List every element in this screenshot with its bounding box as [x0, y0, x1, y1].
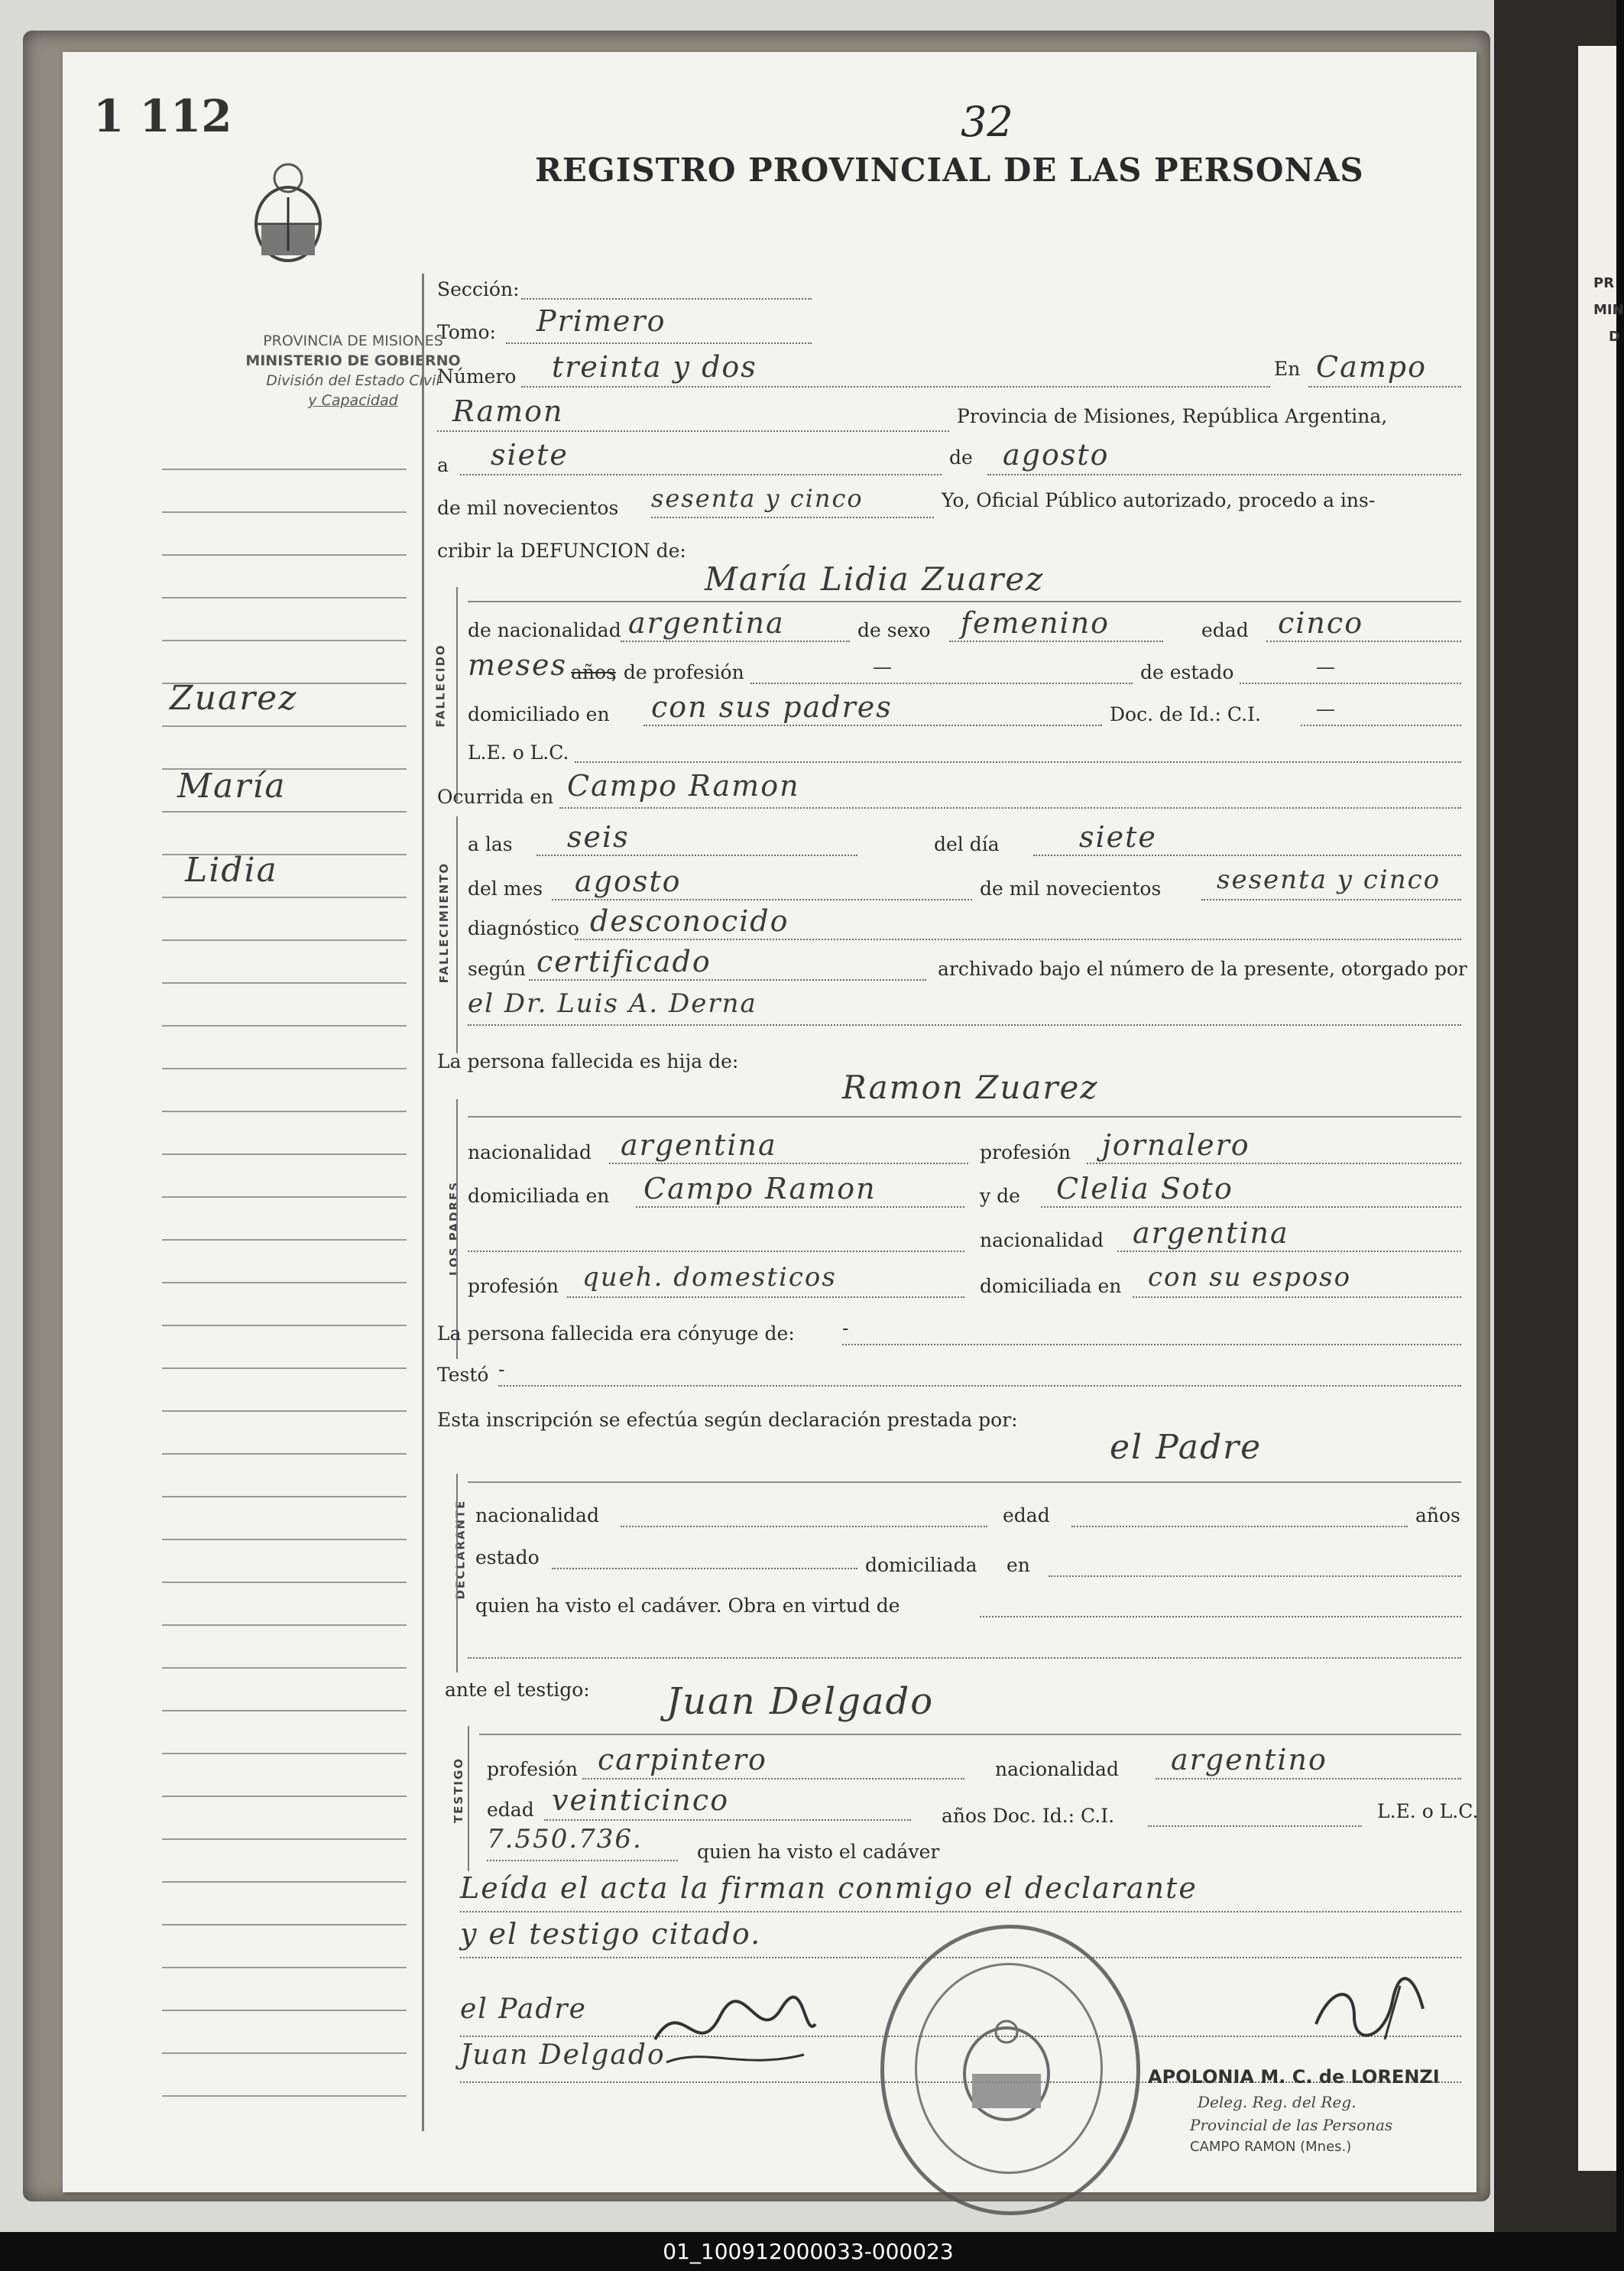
- field-line: [1301, 725, 1461, 726]
- field-line: [750, 683, 1133, 684]
- coat-of-arms-icon: [246, 159, 330, 266]
- margin-note: María: [177, 767, 287, 806]
- label-anio: de mil novecientos: [980, 878, 1162, 900]
- label-nacionalidad-padre: nacionalidad: [468, 1141, 592, 1163]
- field-line: [552, 1568, 857, 1569]
- margin-ruled-line: [162, 1111, 407, 1112]
- value-tomo: Primero: [536, 304, 666, 338]
- value-domiciliada-padre: Campo Ramon: [643, 1172, 877, 1205]
- label-doc-testigo: años Doc. Id.: C.I.: [942, 1805, 1115, 1827]
- field-line: [987, 474, 1461, 475]
- field-line: [468, 1481, 1461, 1483]
- closing-line-1: Leída el acta la firman conmigo el declarante: [460, 1871, 1198, 1905]
- label-profesion-padre: profesión: [980, 1141, 1071, 1163]
- value-padre: Ramon Zuarez: [842, 1069, 1099, 1106]
- oficial-text: Yo, Oficial Público autorizado, procedo a ins-: [942, 489, 1376, 511]
- value-dia: siete: [1079, 820, 1157, 854]
- label-edad-declarante: edad: [1003, 1504, 1050, 1526]
- margin-ruled-line: [162, 1539, 407, 1540]
- field-line: [636, 1206, 964, 1208]
- value-mil: sesenta y cinco: [651, 484, 864, 513]
- value-profesion-padre: jornalero: [1102, 1128, 1250, 1162]
- field-line: [487, 1860, 678, 1861]
- page-title: REGISTRO PROVINCIAL DE LAS PERSONAS: [535, 151, 1364, 189]
- label-hora: a las: [468, 833, 513, 855]
- archivado-text: archivado bajo el número de la presente, otorgado por: [938, 958, 1467, 980]
- field-line: [980, 1616, 1461, 1617]
- label-sexo: de sexo: [857, 619, 931, 641]
- margin-ruled-line: [162, 725, 407, 727]
- label-edad: edad: [1201, 619, 1249, 641]
- value-sexo: femenino: [961, 606, 1110, 640]
- field-line: [506, 342, 812, 344]
- signature-scribble: [651, 1986, 819, 2078]
- value-medico: el Dr. Luis A. Derna: [468, 988, 757, 1019]
- value-ocurrida: Campo Ramon: [567, 769, 800, 803]
- field-line: [1087, 1163, 1461, 1164]
- field-line: [949, 641, 1163, 642]
- field-line: [437, 430, 949, 432]
- field-line: [460, 474, 942, 475]
- label-testo: Testó: [437, 1364, 489, 1386]
- label-nacionalidad-declarante: nacionalidad: [475, 1504, 599, 1526]
- field-line: [575, 939, 1461, 940]
- field-line: [529, 979, 926, 981]
- field-line: [1201, 899, 1461, 900]
- label-nacionalidad: de nacionalidad: [468, 619, 621, 641]
- margin-ruled-line: [162, 1624, 407, 1626]
- label-y-de: y de: [980, 1185, 1020, 1207]
- label-profesion-testigo: profesión: [487, 1758, 579, 1780]
- label-segun: según: [468, 958, 526, 980]
- field-line: [621, 1526, 987, 1527]
- label-en: En: [1274, 358, 1301, 380]
- ministry-line: y Capacidad: [308, 392, 398, 409]
- official-seal: [880, 1925, 1140, 2215]
- value-nacionalidad-madre: argentina: [1133, 1216, 1289, 1250]
- section-border: [456, 587, 458, 801]
- field-line: [468, 1116, 1461, 1118]
- field-line: [521, 386, 1270, 388]
- ministry-line: División del Estado Civil: [266, 372, 440, 389]
- ministry-line: MINISTERIO DE GOBIERNO: [245, 352, 461, 369]
- margin-ruled-line: [162, 597, 407, 599]
- field-line: [643, 725, 1102, 726]
- side-label-fallecimiento: FALLECIMIENTO: [437, 861, 452, 984]
- value-anio: sesenta y cinco: [1217, 865, 1441, 895]
- margin-ruled-line: [162, 982, 407, 984]
- margin-ruled-line: [162, 2095, 407, 2097]
- ministry-line: PROVINCIA DE MISIONES: [263, 333, 443, 349]
- field-line: [1308, 386, 1461, 388]
- field-line: [544, 1819, 911, 1821]
- value-edad-testigo: veinticinco: [552, 1783, 730, 1817]
- value-declarante: el Padre: [1110, 1428, 1263, 1467]
- value-nacionalidad-testigo: argentino: [1171, 1743, 1327, 1776]
- label-numero: Número: [437, 365, 517, 388]
- value-lugar: Ramon: [452, 394, 564, 428]
- margin-note: Zuarez: [170, 679, 298, 718]
- label-domiciliada-padre: domiciliada en: [468, 1185, 610, 1207]
- value-nacionalidad: argentina: [628, 606, 785, 640]
- side-label-fallecido: FALLECIDO: [433, 644, 448, 728]
- value-estado: —: [1316, 656, 1335, 678]
- margin-ruled-line: [162, 1838, 407, 1840]
- value-nacionalidad-padre: argentina: [621, 1128, 777, 1162]
- next-page-letters: MIN: [1593, 302, 1624, 318]
- value-meses: meses: [468, 648, 568, 682]
- officer-location: CAMPO RAMON (Mnes.): [1190, 2139, 1352, 2155]
- margin-ruled-line: [162, 1753, 407, 1754]
- quien-text-testigo: quien ha visto el cadáver: [697, 1841, 940, 1863]
- margin-ruled-line: [162, 1196, 407, 1198]
- margin-ruled-line: [162, 2052, 407, 2054]
- margin-ruled-line: [162, 1025, 407, 1027]
- field-line: [1156, 1778, 1461, 1779]
- field-line: [521, 298, 812, 300]
- field-line: [468, 1657, 1461, 1659]
- margin-ruled-line: [162, 1325, 407, 1326]
- margin-ruled-line: [162, 1496, 407, 1497]
- side-label-padres: LOS PADRES: [447, 1180, 462, 1277]
- field-line: [479, 1734, 1461, 1735]
- field-line: [1041, 1206, 1461, 1208]
- margin-ruled-line: [162, 511, 407, 513]
- field-line: [1148, 1825, 1362, 1827]
- label-mil: de mil novecientos: [437, 497, 619, 519]
- register-page: [63, 52, 1477, 2192]
- label-anos-declarante: años: [1415, 1504, 1460, 1526]
- value-domiciliado: con sus padres: [651, 690, 893, 724]
- margin-ruled-line: [162, 1582, 407, 1583]
- field-line: [1117, 1251, 1461, 1252]
- field-line: [651, 517, 934, 518]
- field-line: [575, 761, 1461, 763]
- label-diagnostico: diagnóstico: [468, 917, 579, 939]
- field-line: [498, 1385, 1461, 1387]
- field-line: [1133, 1296, 1461, 1298]
- label-estado: de estado: [1140, 661, 1234, 683]
- field-line: [621, 641, 850, 642]
- label-nacionalidad-madre: nacionalidad: [980, 1229, 1104, 1251]
- form-left-border: [422, 274, 424, 2131]
- signature-padre: el Padre: [460, 1994, 587, 2025]
- quien-text-declarante: quien ha visto el cadáver. Obra en virtud de: [475, 1595, 900, 1617]
- image-id-footer: 01_100912000033-000023: [0, 2232, 1616, 2271]
- margin-ruled-line: [162, 1796, 407, 1797]
- value-edad: cinco: [1278, 606, 1364, 640]
- inscripcion-text: Esta inscripción se efectúa según declaración prestada por:: [437, 1409, 1018, 1431]
- field-line: [582, 1778, 964, 1779]
- officer-title: Deleg. Reg. del Reg.: [1198, 2093, 1357, 2111]
- signature-testigo: Juan Delgado: [460, 2039, 666, 2071]
- label-anos-tachado: años: [571, 661, 616, 683]
- inscribir-text: cribir la DEFUNCION de:: [437, 540, 686, 562]
- label-doc: Doc. de Id.: C.I.: [1110, 703, 1261, 725]
- value-mes: agosto: [575, 865, 682, 898]
- label-profesion-madre: profesión: [468, 1275, 559, 1297]
- officer-name: APOLONIA M. C. de LORENZI: [1148, 2066, 1440, 2088]
- margin-ruled-line: [162, 811, 407, 813]
- label-conyuge: La persona fallecida era cónyuge de:: [437, 1322, 795, 1345]
- label-le-testigo: L.E. o L.C.: [1377, 1800, 1479, 1822]
- label-de: de: [949, 446, 973, 469]
- value-profesion: —: [873, 656, 892, 678]
- field-line: [559, 807, 1461, 809]
- value-profesion-testigo: carpintero: [598, 1743, 767, 1776]
- field-line: [1240, 683, 1461, 684]
- margin-ruled-line: [162, 1667, 407, 1669]
- value-doc-testigo: 7.550.736.: [487, 1824, 643, 1854]
- value-domiciliada-madre: con su esposo: [1148, 1262, 1352, 1293]
- label-domiciliado: domiciliado en: [468, 703, 610, 725]
- corner-number: 1 112: [93, 90, 232, 142]
- side-label-declarante: DECLARANTE: [453, 1499, 468, 1600]
- value-diagnostico: desconocido: [590, 904, 789, 938]
- margin-ruled-line: [162, 1967, 407, 1968]
- field-line: [468, 1251, 964, 1252]
- section-border: [468, 1726, 469, 1871]
- margin-ruled-line: [162, 1367, 407, 1369]
- value-numero: treinta y dos: [552, 350, 757, 384]
- field-line: [1033, 855, 1461, 856]
- value-nombre-fallecido: María Lidia Zuarez: [705, 560, 1045, 598]
- next-page-edge: [1578, 46, 1624, 2171]
- label-a: a: [437, 454, 449, 476]
- field-line: [1071, 1526, 1408, 1527]
- page-number: 32: [961, 98, 1013, 146]
- margin-ruled-line: [162, 1453, 407, 1455]
- margin-ruled-line: [162, 1924, 407, 1925]
- field-line: [468, 601, 1461, 602]
- closing-line-2: y el testigo citado.: [460, 1917, 762, 1951]
- label-seccion: Sección:: [437, 278, 520, 300]
- label-estado-declarante: estado: [475, 1546, 540, 1569]
- next-page-letters: PR: [1593, 275, 1615, 291]
- label-en-declarante: en: [1006, 1554, 1030, 1576]
- label-nacionalidad-testigo: nacionalidad: [995, 1758, 1119, 1780]
- margin-ruled-line: [162, 1410, 407, 1412]
- margin-ruled-line: [162, 469, 407, 470]
- value-madre: Clelia Soto: [1056, 1172, 1233, 1205]
- officer-signature-scribble: [1308, 1971, 1431, 2047]
- value-hora: seis: [567, 820, 630, 854]
- label-dia: del día: [934, 833, 1000, 855]
- label-le: L.E. o L.C.: [468, 741, 569, 764]
- margin-note: Lidia: [185, 851, 278, 890]
- section-border: [456, 1474, 458, 1672]
- value-en: Campo: [1316, 350, 1427, 384]
- margin-ruled-line: [162, 897, 407, 898]
- margin-ruled-line: [162, 939, 407, 941]
- value-testo: -: [498, 1358, 505, 1380]
- value-profesion-madre: queh. domesticos: [582, 1262, 837, 1293]
- field-line: [1266, 641, 1461, 642]
- field-line: [609, 1163, 968, 1164]
- margin-ruled-line: [162, 1710, 407, 1711]
- label-tomo: Tomo:: [437, 321, 496, 343]
- provincia-text: Provincia de Misiones, República Argentina,: [957, 405, 1388, 427]
- seal-emblem-icon: [953, 2013, 1060, 2127]
- field-line: [468, 1024, 1461, 1026]
- margin-ruled-line: [162, 1239, 407, 1241]
- value-doc: —: [1316, 698, 1335, 720]
- margin-ruled-line: [162, 640, 407, 641]
- field-line: [842, 1344, 1461, 1345]
- value-segun: certificado: [536, 945, 712, 978]
- label-domiciliada-declarante: domiciliada: [865, 1554, 977, 1576]
- officer-title: Provincial de las Personas: [1190, 2116, 1393, 2134]
- label-edad-testigo: edad: [487, 1799, 534, 1821]
- margin-ruled-line: [162, 2010, 407, 2011]
- label-ante-testigo: ante el testigo:: [445, 1679, 590, 1701]
- value-testigo: Juan Delgado: [666, 1680, 935, 1723]
- value-conyuge: -: [842, 1317, 849, 1339]
- label-domiciliada-madre: domiciliada en: [980, 1275, 1122, 1297]
- field-line: [552, 899, 972, 900]
- margin-ruled-line: [162, 1881, 407, 1883]
- label-profesion: , de profesión: [611, 661, 744, 683]
- side-label-testigo: TESTIGO: [452, 1757, 466, 1824]
- section-border: [456, 1099, 458, 1359]
- next-page-letters: D: [1609, 329, 1620, 345]
- value-a: siete: [491, 438, 569, 472]
- section-border: [456, 816, 458, 1053]
- margin-ruled-line: [162, 554, 407, 556]
- label-ocurrida: Ocurrida en: [437, 786, 554, 808]
- margin-ruled-line: [162, 1153, 407, 1155]
- field-line: [567, 1296, 964, 1298]
- field-line: [536, 855, 857, 856]
- margin-ruled-line: [162, 1068, 407, 1069]
- field-line: [460, 1911, 1461, 1913]
- field-line: [1049, 1575, 1461, 1577]
- margin-ruled-line: [162, 1282, 407, 1283]
- label-mes: del mes: [468, 878, 543, 900]
- value-de: agosto: [1003, 438, 1110, 472]
- hija-de-text: La persona fallecida es hija de:: [437, 1050, 739, 1072]
